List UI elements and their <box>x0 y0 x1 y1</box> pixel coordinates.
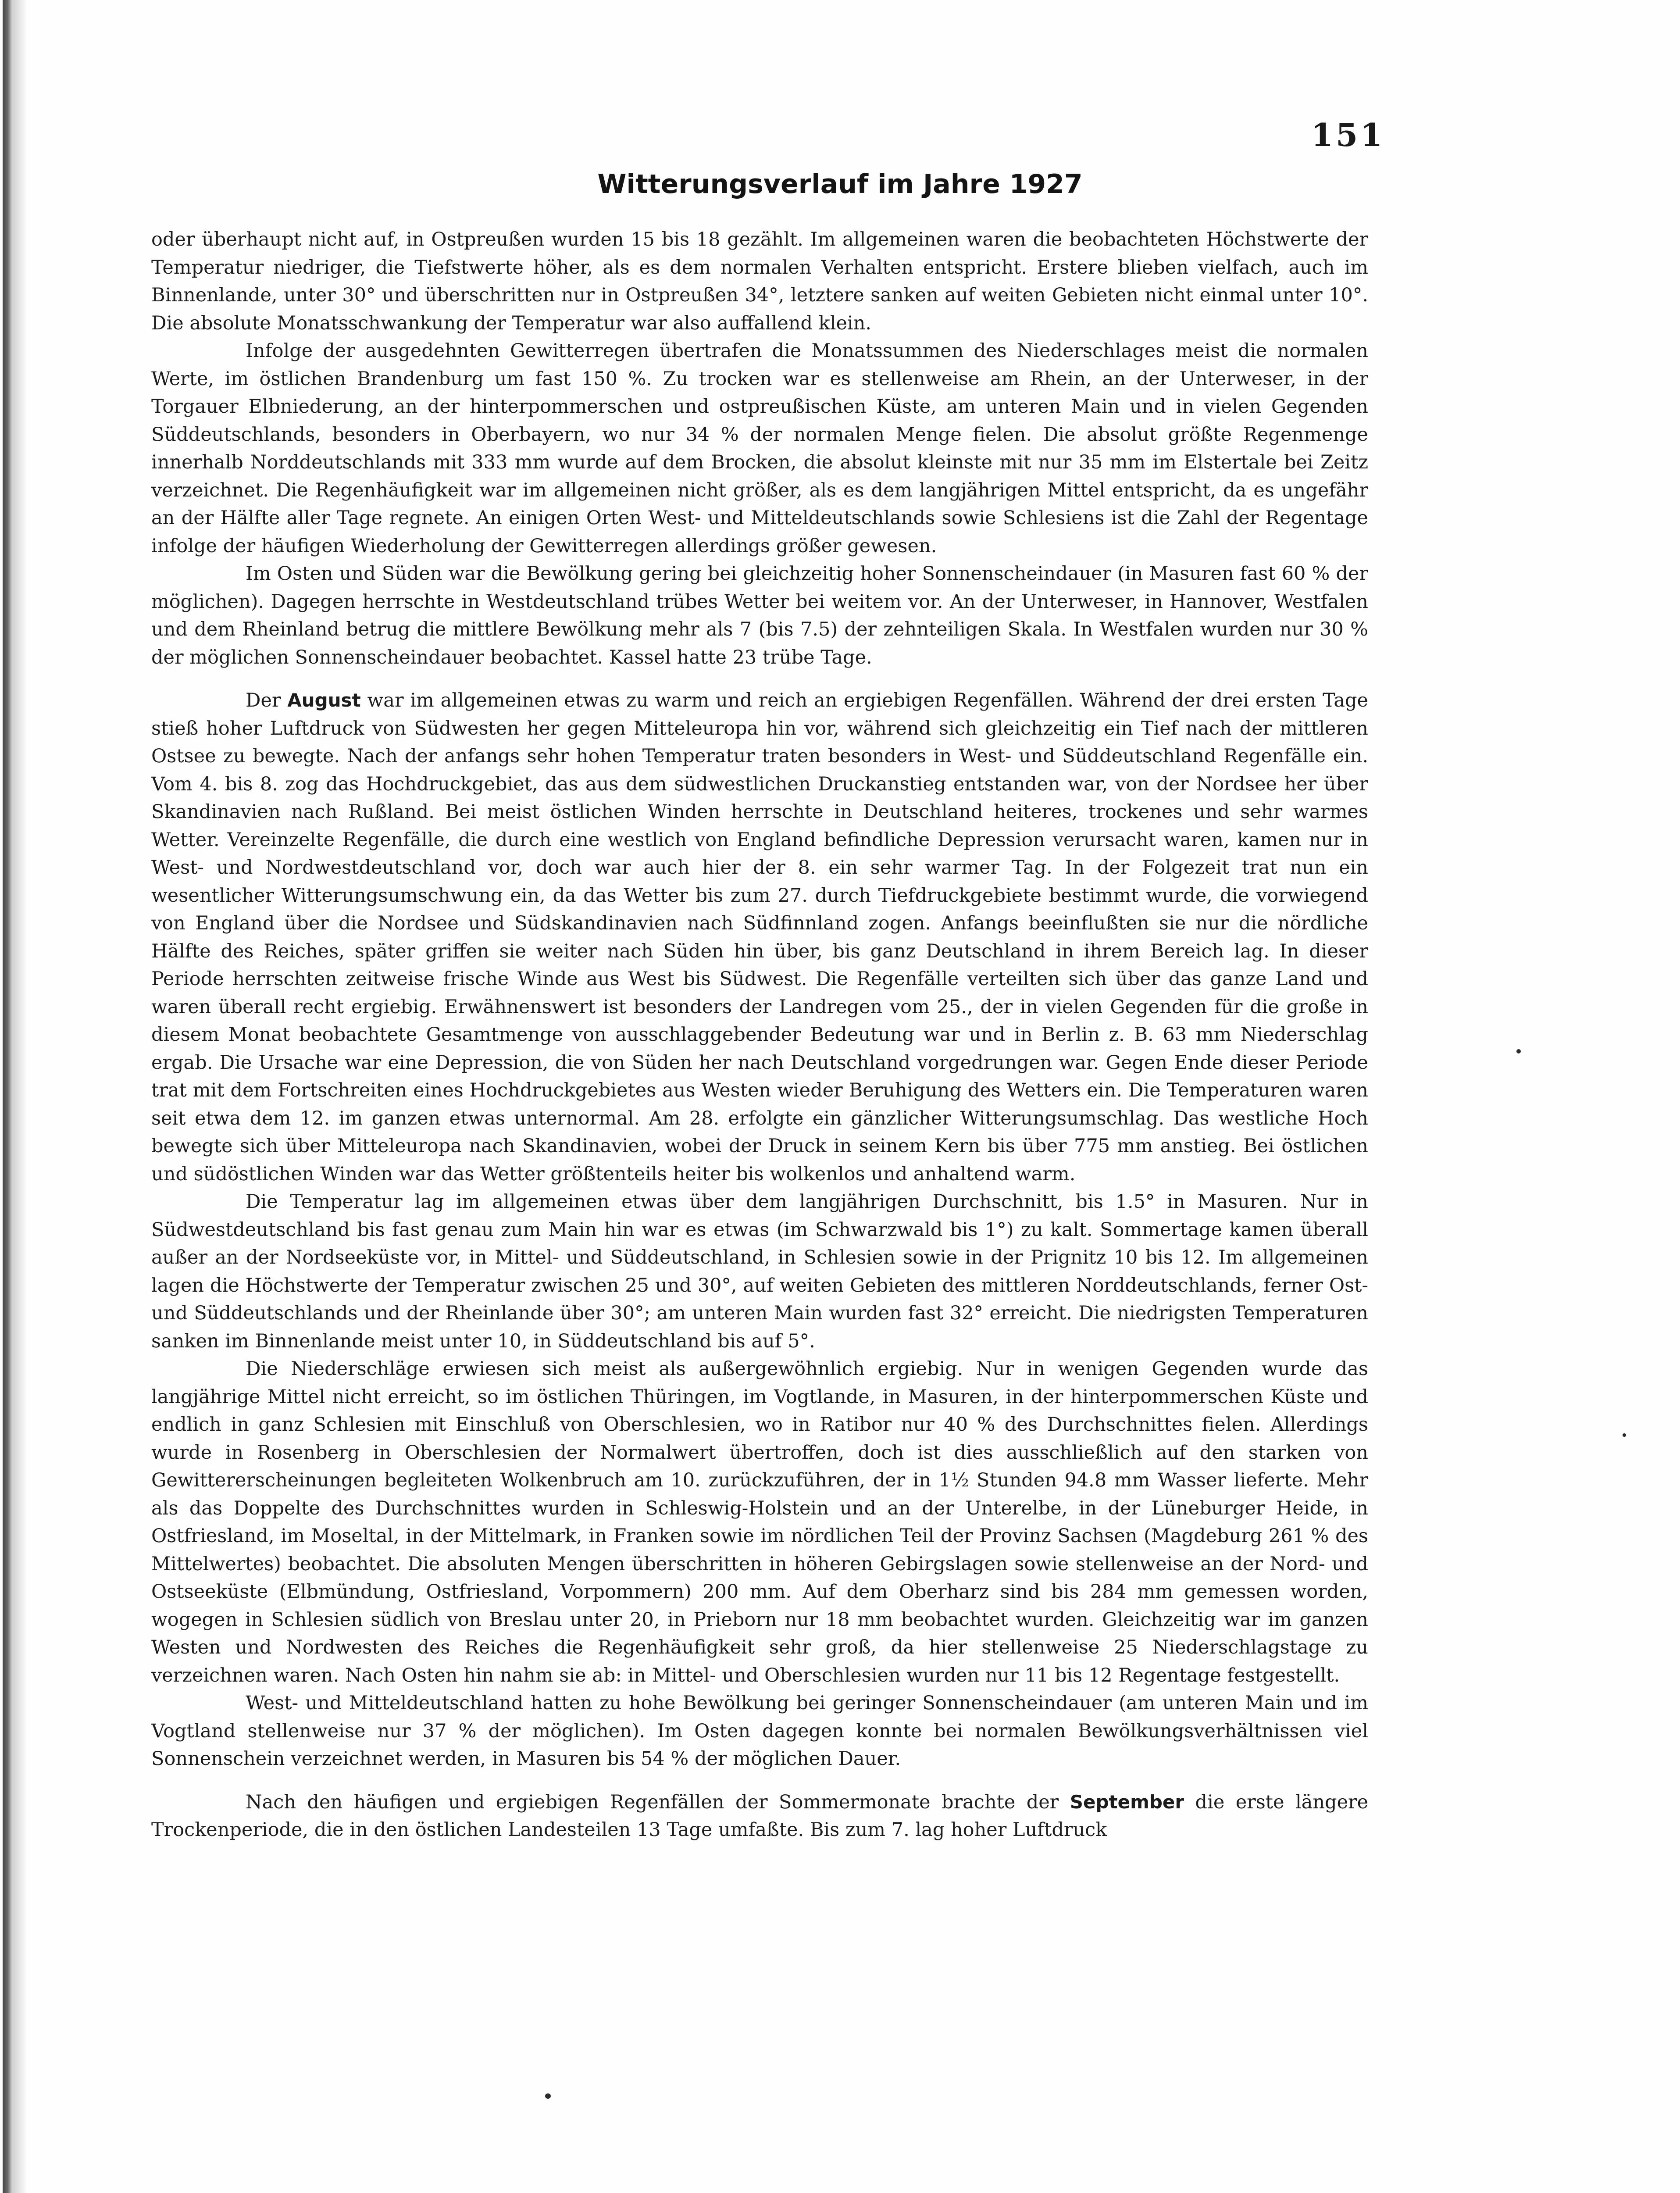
paragraph-august-precipitation: Die Niederschläge erwiesen sich meist als außergewöhnlich ergiebig. Nur in wenigen Gegenden wurde das langjährige Mittel nicht erreicht, so im östlichen Thüringen, im Vogtlande, in Masuren, in der hinterpommerschen Küste und endlich in ganz Schlesien mit Einschluß von Oberschlesien, wo in Ratibor nur 40 % des Durchschnittes fielen. Allerdings wurde in Rosenberg in Oberschlesien der Normalwert übertroffen, doch ist dies ausschließlich auf den starken von Gewittererscheinungen begleiteten Wolkenbruch am 10. zurückzuführen, der in 1½ Stunden 94.8 mm Wasser lieferte. Mehr als das Doppelte des Durchschnittes wurden in Schleswig-Holstein und an der Unterelbe, in der Lüneburger Heide, in Ostfriesland, im Moseltal, in der Mittelmark, in Franken sowie im nördlichen Teil der Provinz Sachsen (Magdeburg 261 % des Mittelwertes) beobachtet. Die absoluten Mengen überschritten in höheren Gebirgslagen sowie stellenweise an der Nord- und Ostseeküste (Elbmündung, Ostfriesland, Vorpommern) 200 mm. Auf dem Oberharz sind bis 284 mm gemessen worden, wogegen in Schlesien südlich von Breslau unter 20, in Prieborn nur 18 mm beobachtet wurden. Gleichzeitig war im ganzen Westen und Nordwesten des Reiches die Regenhäufigkeit sehr groß, da hier stellenweise 25 Niederschlagstage zu verzeichnen waren. Nach Osten hin nahm sie ab: in Mittel- und Oberschlesien wurden nur 11 bis 12 Regentage festgestellt. <box>151 1358 1368 1686</box>
page-number: 151 <box>1311 116 1385 154</box>
paragraph-august-overview <box>151 686 1368 1188</box>
scan-speck <box>545 2093 551 2099</box>
month-heading-september: September <box>1070 1791 1184 1813</box>
month-heading-august: August <box>287 689 361 711</box>
page-title: Witterungsverlauf im Jahre 1927 <box>597 169 1083 200</box>
paragraph-july-precipitation: Infolge der ausgedehnten Gewitterregen übertrafen die Monatssummen des Niederschlages meist die normalen Werte, im östlichen Brandenburg um fast 150 %. Zu trocken war es stellenweise am Rhein, an der Unterweser, in der Torgauer Elbniederung, an der hinterpommerschen und ostpreußischen Küste, am unteren Main und in vielen Gegenden Süddeutschlands, besonders in Oberbayern, wo nur 34 % der normalen Menge fielen. Die absolut größte Regenmenge innerhalb Norddeutschlands mit 333 mm wurde auf dem Brocken, die absolut kleinste mit nur 35 mm im Elstertale bei Zeitz verzeichnet. Die Regenhäufigkeit war im allgemeinen nicht größer, als es dem langjährigen Mittel entspricht, da es ungefähr an der Hälfte aller Tage regnete. An einigen Orten West- und Mitteldeutschlands sowie Schlesiens ist die Zahl der Regentage infolge der häufigen Wiederholung der Gewitterregen allerdings größer gewesen. <box>151 340 1368 557</box>
body-text <box>151 226 1368 1844</box>
september-overview-text: die erste längere Trockenperiode, die in den östlichen Landesteilen 13 Tage umfaßte. Bis zum 7. lag hoher Luftdruck <box>151 1791 1369 1841</box>
paragraph-august-temperature: Die Temperatur lag im allgemeinen etwas über dem langjährigen Durchschnitt, bis 1.5° in Masuren. Nur in Südwestdeutschland bis fast genau zum Main hin war es etwas (im Schwarzwald bis 1°) zu kalt. Sommertage kamen überall außer an der Nordseeküste vor, in Mittel- und Süddeutschland, in Schlesien sowie in der Prignitz 10 bis 12. Im allgemeinen lagen die Höchstwerte der Temperatur zwischen 25 und 30°, auf weiten Gebieten des mittleren Norddeutschlands, ferner Ost- und Süddeutschlands und der Rheinlande über 30°; am unteren Main wurden fast 32° erreicht. Die niedrigsten Temperaturen sanken im Binnenlande meist unter 10, in Süddeutschland bis auf 5°. <box>151 1191 1368 1352</box>
scan-speck <box>1516 1049 1521 1054</box>
august-lead-text: Der <box>246 689 281 711</box>
binding-edge <box>3 0 12 2193</box>
binding-shadow <box>12 0 27 2193</box>
scan-speck <box>1623 1433 1626 1437</box>
paragraph-july-extremes: oder überhaupt nicht auf, in Ostpreußen wurden 15 bis 18 gezählt. Im allgemeinen waren die beobachteten Höchstwerte der Temperatur niedriger, die Tiefstwerte höher, als es dem normalen Verhalten entspricht. Erstere blieben vielfach, auch im Binnenlande, unter 30° und überschritten nur in Ostpreußen 34°, letztere sanken auf weiten Gebieten nicht einmal unter 10°. Die absolute Monatsschwankung der Temperatur war also auffallend klein. <box>151 229 1368 334</box>
paragraph-july-cloudiness: Im Osten und Süden war die Bewölkung gering bei gleichzeitig hoher Sonnenscheindauer (in Masuren fast 60 % der möglichen). Dagegen herrschte in Westdeutschland trübes Wetter bei weitem vor. An der Unterweser, in Hannover, Westfalen und dem Rheinland betrug die mittlere Bewölkung mehr als 7 (bis 7.5) der zehnteiligen Skala. In Westfalen wurden nur 30 % der möglichen Sonnenscheindauer beobachtet. Kassel hatte 23 trübe Tage. <box>151 563 1368 668</box>
august-overview-text: war im allgemeinen etwas zu warm und reich an ergiebigen Regenfällen. Während der drei ersten Tage stieß hoher Luftdruck von Südwesten her gegen Mitteleuropa hin vor, während sich gleichzeitig ein Tief nach der mittleren Ostsee zu bewegte. Nach der anfangs sehr hohen Temperatur traten besonders in West- und Süddeutschland Regenfälle ein. Vom 4. bis 8. zog das Hochdruckgebiet, das aus dem südwestlichen Druckanstieg entstanden war, von der Nordsee her über Skandinavien nach Rußland. Bei meist östlichen Winden herrschte in Deutschland heiteres, trockenes und sehr warmes Wetter. Vereinzelte Regenfälle, die durch eine westlich von England befindliche Depression verursacht waren, kamen nur in West- und Nordwestdeutschland vor, doch war auch hier der 8. ein sehr warmer Tag. In der Folgezeit trat nun ein wesentlicher Witterungsumschwung ein, da das Wetter bis zum 27. durch Tiefdruckgebiete bestimmt wurde, die vorwiegend von England über die Nordsee und Südskandinavien nach Südfinnland zogen. Anfangs beeinflußten sie nur die nördliche Hälfte des Reiches, später griffen sie weiter nach Süden hin über, bis ganz Deutschland in ihrem Bereich lag. In dieser Periode herrschten zeitweise frische Winde aus West bis Südwest. Die Regenfälle verteilten sich über das ganze Land und waren überall recht ergiebig. Erwähnenswert ist besonders der Landregen vom 25., der in vielen Gegenden für die große in diesem Monat beobachtete Gesamtmenge von ausschlaggebender Bedeutung war und in Berlin z. B. 63 mm Niederschlag ergab. Die Ursache war eine Depression, die von Süden her nach Deutschland vorgedrungen war. Gegen Ende dieser Periode trat mit dem Fortschreiten eines Hochdruckgebietes aus Westen wieder Beruhigung des Wetters ein. Die Temperaturen waren seit etwa dem 12. im ganzen etwas unternormal. Am 28. erfolgte ein gänzlicher Witterungsumschlag. Das westliche Hoch bewegte sich über Mitteleuropa nach Skandinavien, wobei der Druck in seinem Kern bis über 775 mm anstieg. Bei östlichen und südöstlichen Winden war das Wetter größtenteils heiter bis wolkenlos und anhaltend warm. <box>151 689 1368 1185</box>
september-lead-text: Nach den häufigen und ergiebigen Regenfällen der Sommermonate brachte der <box>246 1791 1059 1813</box>
paragraph-august-cloudiness: West- und Mitteldeutschland hatten zu hohe Bewölkung bei geringer Sonnenscheindauer (am unteren Main und im Vogtland stellenweise nur 37 % der möglichen). Im Osten dagegen konnte bei normalen Bewölkungsverhältnissen viel Sonnenschein verzeichnet werden, in Masuren bis 54 % der möglichen Dauer. <box>151 1692 1368 1770</box>
paragraph-september-overview <box>151 1788 1368 1844</box>
